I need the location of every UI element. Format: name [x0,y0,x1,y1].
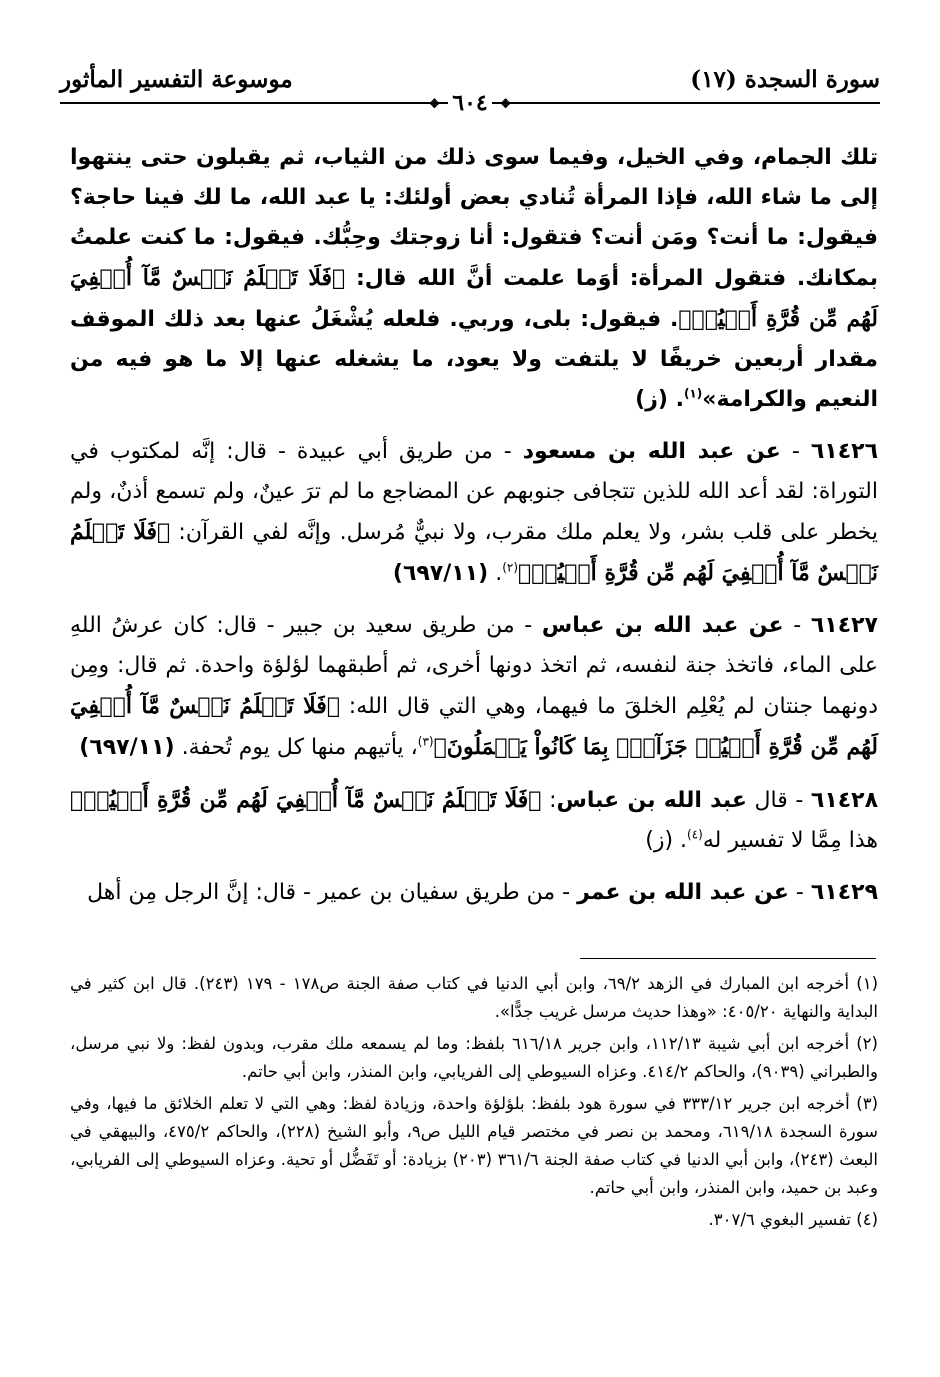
footnote-marker[interactable]: (١) [683,386,703,401]
hadith-narrator: عن عبد الله بن مسعود [522,439,781,464]
main-text [70,138,878,913]
volume-reference: (٦٩٧/١١) [392,561,489,586]
hadith-text: - من طريق سفيان بن عمير - قال: إنَّ الرجل مِن أهل [87,880,578,905]
footnotes-section [70,970,878,1238]
quran-verse: ﴿فَلَا تَعۡلَمُ نَفۡسٌ مَّآ أُخۡفِيَ لَهُم مِّن قُرَّةِ أَعۡيُنٖ﴾ [70,519,878,586]
footnote-marker[interactable]: (٣) [417,734,434,749]
footnote: (٣) أخرجه ابن جرير ٣٣٣/١٢ في سورة هود بلفظ: بلؤلؤة واحدة، وزيادة لفظ: وهي التي لا تعلم الخلائق ما فيها، وفي سورة السجدة ٦١٩/١٨، ومحمد بن نصر في مختصر قيام الليل ص٩، وأبو الشيخ (٢٢٨)، والحاكم ٤٧٥/٢، والبيهقي في البعث (٢٤٣)، وابن أبي الدنيا في كتاب صفة الجنة ٣٦١/٦ (٢٠٣) بزيادة: أو تَفَضُّل أو تحية. وعزاه السيوطي إلى الفريابي، وعبد بن حميد، وابن المنذر، وابن أبي حاتم. [70,1094,878,1197]
quran-verse: ﴿فَلَا تَعۡلَمُ نَفۡسٌ مَّآ أُخۡفِيَ لَهُم مِّن قُرَّةِ أَعۡيُنٖ جَزَآءَۢ بِمَا كَانُواْ يَعۡمَلُونَ﴾ [70,693,878,760]
book-title: موسوعة التفسير المأثور [60,66,293,93]
hadith-text: - من طريق أبي عبيدة - قال: إنَّه لمكتوب في التوراة: لقد أعد الله للذين تتجافى جنوبهم عن المضاجع ما لم ترَ عينٌ، ولم تسمع أذنٌ، ولم يخطر على قلب بشر، ولا يعلم ملك مقرب، ولا نبيٌّ مُرسل. وإنَّه لفي القرآن: [70,439,878,545]
hadith-text: - من طريق سعيد بن جبير - قال: كان عرشُ اللهِ على الماء، فاتخذ جنة لنفسه، ثم اتخذ دونها أخرى، ثم أطبقهما لؤلؤة واحدة. ثم قال: ومِن دونهما جنتان لم يُعْلِم الخلقَ ما فيهما، وهي التي قال الله: [70,613,878,719]
hadith-narrator: عبد الله بن عباس [556,788,747,813]
quran-verse: ﴿فَلَا تَعۡلَمُ نَفۡسٌ مَّآ أُخۡفِيَ لَهُم مِّن قُرَّةِ أَعۡيُنٖ﴾ [70,265,878,332]
hadith-end: . (ز) [645,828,688,853]
hadith-text-tail: . [488,561,503,586]
hadith-entry: ٦١٤٢٧ - عن عبد الله بن عباس - من طريق سعيد بن جبير - قال: كان عرشُ اللهِ على الماء، فاتخذ جنة لنفسه، ثم اتخذ دونها أخرى، ثم أطبقهما لؤلؤة واحدة. ثم قال: ومِن دونهما جنتان لم يُعْلِم الخلقَ ما فيهما، وهي التي قال الله: ﴿فَلَا تَعۡلَمُ نَفۡسٌ مَّآ أُخۡفِيَ لَهُم مِّن قُرَّةِ أَعۡيُنٖ جَزَآءَۢ بِمَا كَانُواْ يَعۡمَلُونَ﴾$^{(٣)}$، يأتيهم منها كل يوم تُحفة. (٦٩٧/١١) [70,613,878,760]
page-number [0,90,940,116]
footnote: (٤) تفسير البغوي ٣٠٧/٦. [708,1210,878,1229]
hadith-colon: : [541,788,557,813]
footnote: (١) أخرجه ابن المبارك في الزهد ٦٩/٢، وابن أبي الدنيا في كتاب صفة الجنة ص١٧٨ - ١٧٩ (٢٤٣). قال ابن كثير في البداية والنهاية ٤٠٥/٢٠: «وهذا حديث مرسل غريب جدًّا». [70,974,878,1021]
hadith-entry: ٦١٤٢٦ - عن عبد الله بن مسعود - من طريق أبي عبيدة - قال: إنَّه لمكتوب في التوراة: لقد أعد الله للذين تتجافى جنوبهم عن المضاجع ما لم ترَ عينٌ، ولم تسمع أذنٌ، ولم يخطر على قلب بشر، ولا يعلم ملك مقرب، ولا نبيٌّ مُرسل. وإنَّه لفي القرآن: ﴿فَلَا تَعۡلَمُ نَفۡسٌ مَّآ أُخۡفِيَ لَهُم مِّن قُرَّةِ أَعۡيُنٖ﴾$^{(٢)}$. (٦٩٧/١١) [70,439,878,586]
intro-text: تلك الجمام، وفي الخيل، وفيما سوى ذلك من الثياب، ثم يقبلون حتى ينتهوا إلى ما شاء الله، فإذا المرأة تُنادي بعض أولئك: يا عبد الله، ما لك فينا حاجة؟ فيقول: ما أنت؟ ومَن أنت؟ فتقول: أنا زوجتك وحِبُّك. فيقول: ما كنت علمتُ بمكانك. فتقول المرأة: أوَما علمت أنَّ الله قال: [70,145,878,291]
hadith-text-tail: هذا مِمَّا لا تفسير له [702,828,878,853]
hadith-narrator: عن عبد الله بن عمر [577,880,789,905]
hadith-text: - قال [746,788,811,813]
hadith-number: ٦١٤٢٧ [810,613,878,638]
hadith-number: ٦١٤٢٨ [810,788,879,813]
hadith-entry [70,780,878,861]
intro-paragraph [70,138,878,420]
volume-reference: (٦٩٧/١١) [79,735,175,760]
ornament-icon: ❖ [499,96,512,112]
footnote-marker[interactable]: (٢) [502,560,519,575]
hadith-text-tail: ، يأتيهم منها كل يوم تُحفة. [174,735,418,760]
hadith-entry: ٦١٤٢٩ - عن عبد الله بن عمر - من طريق سفيان بن عمير - قال: إنَّ الرجل مِن أهل [87,880,878,905]
hadith-number: ٦١٤٢٦ [810,439,878,464]
footnote-marker[interactable]: (٤) [687,827,703,842]
quran-verse: ﴿فَلَا تَعۡلَمُ نَفۡسٌ مَّآ أُخۡفِيَ لَهُم مِّن قُرَّةِ أَعۡيُنٖ﴾ [70,787,542,813]
page-number-value: ٦٠٤ [448,90,491,116]
ornament-icon: ❖ [428,96,441,112]
hadith-narrator: عن عبد الله بن عباس [541,613,784,638]
footnote-divider [580,958,876,959]
intro-tail: . فيقول: بلى، وربي. فلعله يُشْغَلُ عنها بعد ذلك الموقف مقدار أربعين خريفًا لا يلتفت ولا يعود، ما يشغله عنها إلا ما هو فيه من النعيم والكرامة» [70,307,878,412]
intro-end: . (ز) [635,387,684,412]
footnote: (٢) أخرجه ابن أبي شيبة ١١٢/١٣، وابن جرير ٦١٦/١٨ بلفظ: وما لم يسمعه ملك مقرب، وبدون لفظ: ولا نبي مرسل، والطبراني (٩٠٣٩)، والحاكم ٤١٤/٢. وعزاه السيوطي إلى الفريابي، وابن المنذر، وابن أبي حاتم. [70,1034,878,1081]
hadith-number: ٦١٤٢٩ [810,880,878,905]
surah-name: سورة السجدة (١٧) [690,66,880,93]
